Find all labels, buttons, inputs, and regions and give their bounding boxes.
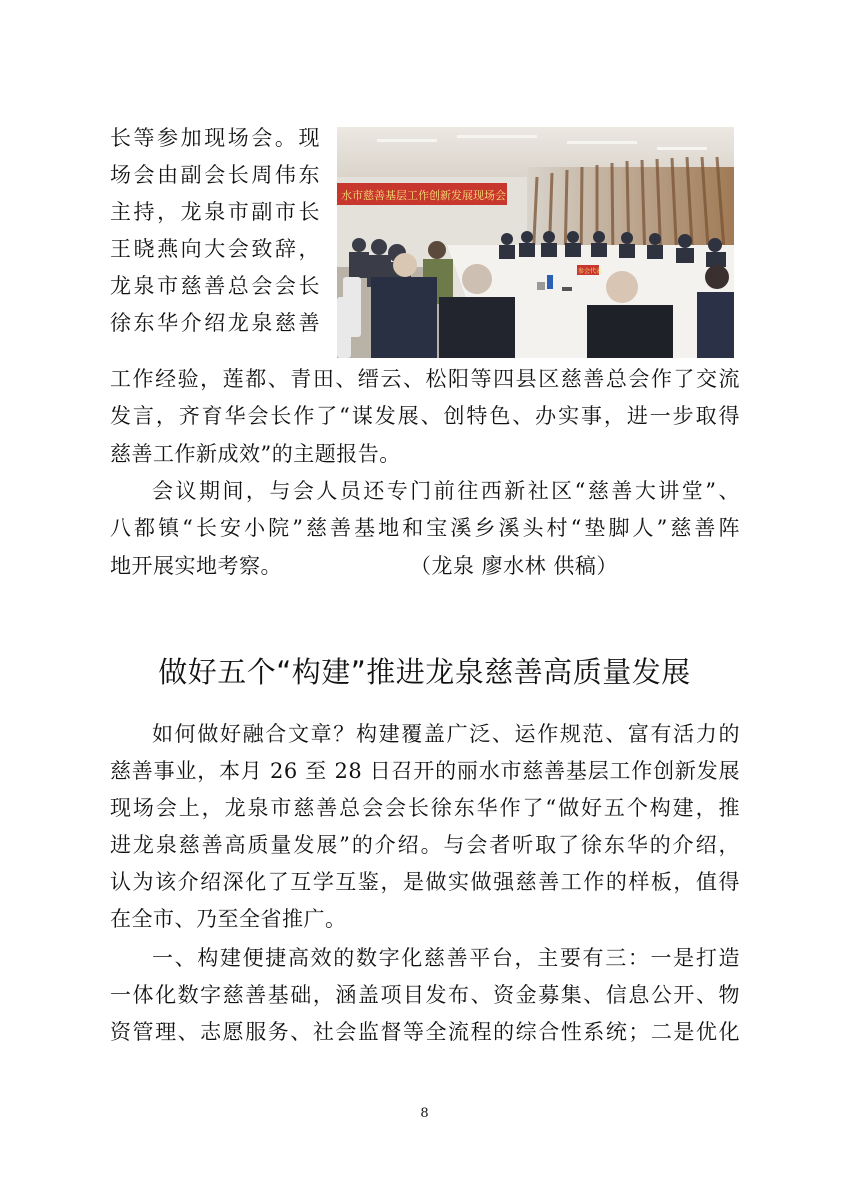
text-line: 一体化数字慈善基础，涵盖项目发布、资金募集、信息公开、物 — [110, 983, 740, 1007]
text-line: 徐东华介绍龙泉慈善 — [110, 311, 320, 335]
text-line: 进龙泉慈善高质量发展”的介绍。与会者听取了徐东华的介绍， — [110, 833, 740, 857]
article2-title: 做好五个“构建”推进龙泉慈善高质量发展 — [158, 655, 691, 689]
text-line: 八都镇“长安小院”慈善基地和宝溪乡溪头村“垫脚人”慈善阵 — [110, 516, 740, 540]
nameplate-text: 参会代表 — [578, 268, 603, 275]
text-line: 资管理、志愿服务、社会监督等全流程的综合性系统；二是优化 — [110, 1020, 740, 1044]
text-line: 会议期间，与会人员还专门前往西新社区“慈善大讲堂”、 — [152, 479, 740, 503]
text-line: 认为该介绍深化了互学互鉴，是做实做强慈善工作的样板，值得 — [110, 870, 740, 894]
article1-credit: （龙泉 廖水林 供稿） — [410, 554, 618, 578]
meeting-photo-illustration — [337, 127, 734, 358]
text-line: 一、构建便捷高效的数字化慈善平台，主要有三：一是打造 — [152, 946, 740, 970]
text-line: 现场会上，龙泉市慈善总会会长徐东华作了“做好五个构建，推 — [110, 796, 740, 820]
text-line: 慈善工作新成效”的主题报告。 — [110, 442, 401, 466]
text-line: 长等参加现场会。现 — [110, 126, 320, 150]
meeting-photo — [337, 127, 734, 358]
banner-text: 水市慈善基层工作创新发展现场会 — [341, 189, 506, 202]
text-line: 王晓燕向大会致辞， — [110, 237, 320, 261]
text-line: 如何做好融合文章？构建覆盖广泛、运作规范、富有活力的 — [152, 722, 740, 746]
text-line: 主持，龙泉市副市长 — [110, 200, 320, 224]
page-number: 8 — [420, 1106, 429, 1121]
text-line: 场会由副会长周伟东 — [110, 163, 320, 187]
text-line: 地开展实地考察。 — [110, 554, 282, 578]
text-line: 慈善事业，本月 26 至 28 日召开的丽水市慈善基层工作创新发展 — [110, 759, 740, 783]
text-line: 在全市、乃至全省推广。 — [110, 907, 347, 931]
text-line: 发言，齐育华会长作了“谋发展、创特色、办实事，进一步取得 — [110, 404, 740, 428]
text-line: 工作经验，莲都、青田、缙云、松阳等四县区慈善总会作了交流 — [110, 367, 740, 391]
text-line: 龙泉市慈善总会会长 — [110, 274, 320, 298]
